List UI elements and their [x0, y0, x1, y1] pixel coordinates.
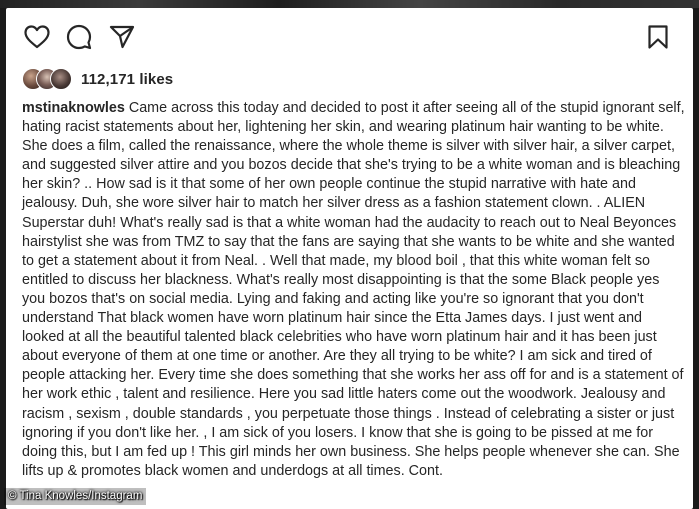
heart-icon-graphic	[24, 25, 50, 49]
bookmark-icon[interactable]	[643, 22, 673, 52]
instagram-post-card	[6, 8, 693, 509]
post-image-edge	[0, 0, 699, 8]
send-icon-graphic	[109, 24, 135, 50]
post-caption	[22, 99, 686, 481]
avatar	[50, 68, 72, 90]
likes-count[interactable]: 112,171 likes	[81, 70, 174, 88]
caption-text: Came across this today and decided to post it after seeing all of the stupid ignorant self, hating racist statements about her, lightening her skin, and wearing platinum hair wanting to be white. She does a film, called the renaissance, where the whole theme is silver with silver hair, a silver carpet, and suggested silver attire and you bozos decide that she's trying to be a white woman and is bleaching her skin? .. How sad is it that some of her own people continue the stupid narrative with hate and jealousy. Duh, she wore silver hair to match her silver dress as a fashion statement clown. . ALIEN Superstar duh! What's really sad is that a white woman had the audacity to reach out to Neal Beyonces hairstylist she was from TMZ to say that the fans are saying that she wants to be white and she wanted to get a statement about it from Neal. . Well that made, my blood boil , that this white woman felt so entitled to discuss her blackness. What's really most disappointing is that the some Black people yes you bozos that's on social media. Lying and faking and acting like you're so ignorant that you don't understand That black women have worn platinum hair since the Etta James days. I just went and looked at all the beautiful talented black celebrities who have worn platinum hair and it has been just about everyone of them at one time or another. Are they all trying to be white? I am sick and tired of people attacking her. Every time she does something that she works her ass off for and is a statement of her work ethic , talent and resilience. Here you sad little haters come out the woodwork. Jealousy and racism , sexism , double standards , you perpetuate those things . Instead of celebrating a sister or just ignoring if you don't like her. , I am sick of you losers. I know that she is going to be pissed at me for doing this, but I am fed up ! This girl minds her own business. She helps people whenever she can. She lifts up & promotes black women and underdogs at all times. Cont.	[22, 100, 685, 479]
send-icon[interactable]	[107, 22, 137, 52]
comment-icon-graphic	[66, 24, 92, 50]
photo-credit-watermark: © Tina Knowles/Instagram	[4, 488, 146, 505]
likes-row[interactable]	[22, 67, 173, 91]
caption-username[interactable]: mstinaknowles	[22, 100, 125, 116]
liker-avatars	[22, 68, 78, 90]
post-action-bar	[6, 22, 693, 54]
comment-icon[interactable]	[64, 22, 94, 52]
heart-icon[interactable]	[22, 22, 52, 52]
bookmark-icon-graphic	[647, 24, 669, 50]
